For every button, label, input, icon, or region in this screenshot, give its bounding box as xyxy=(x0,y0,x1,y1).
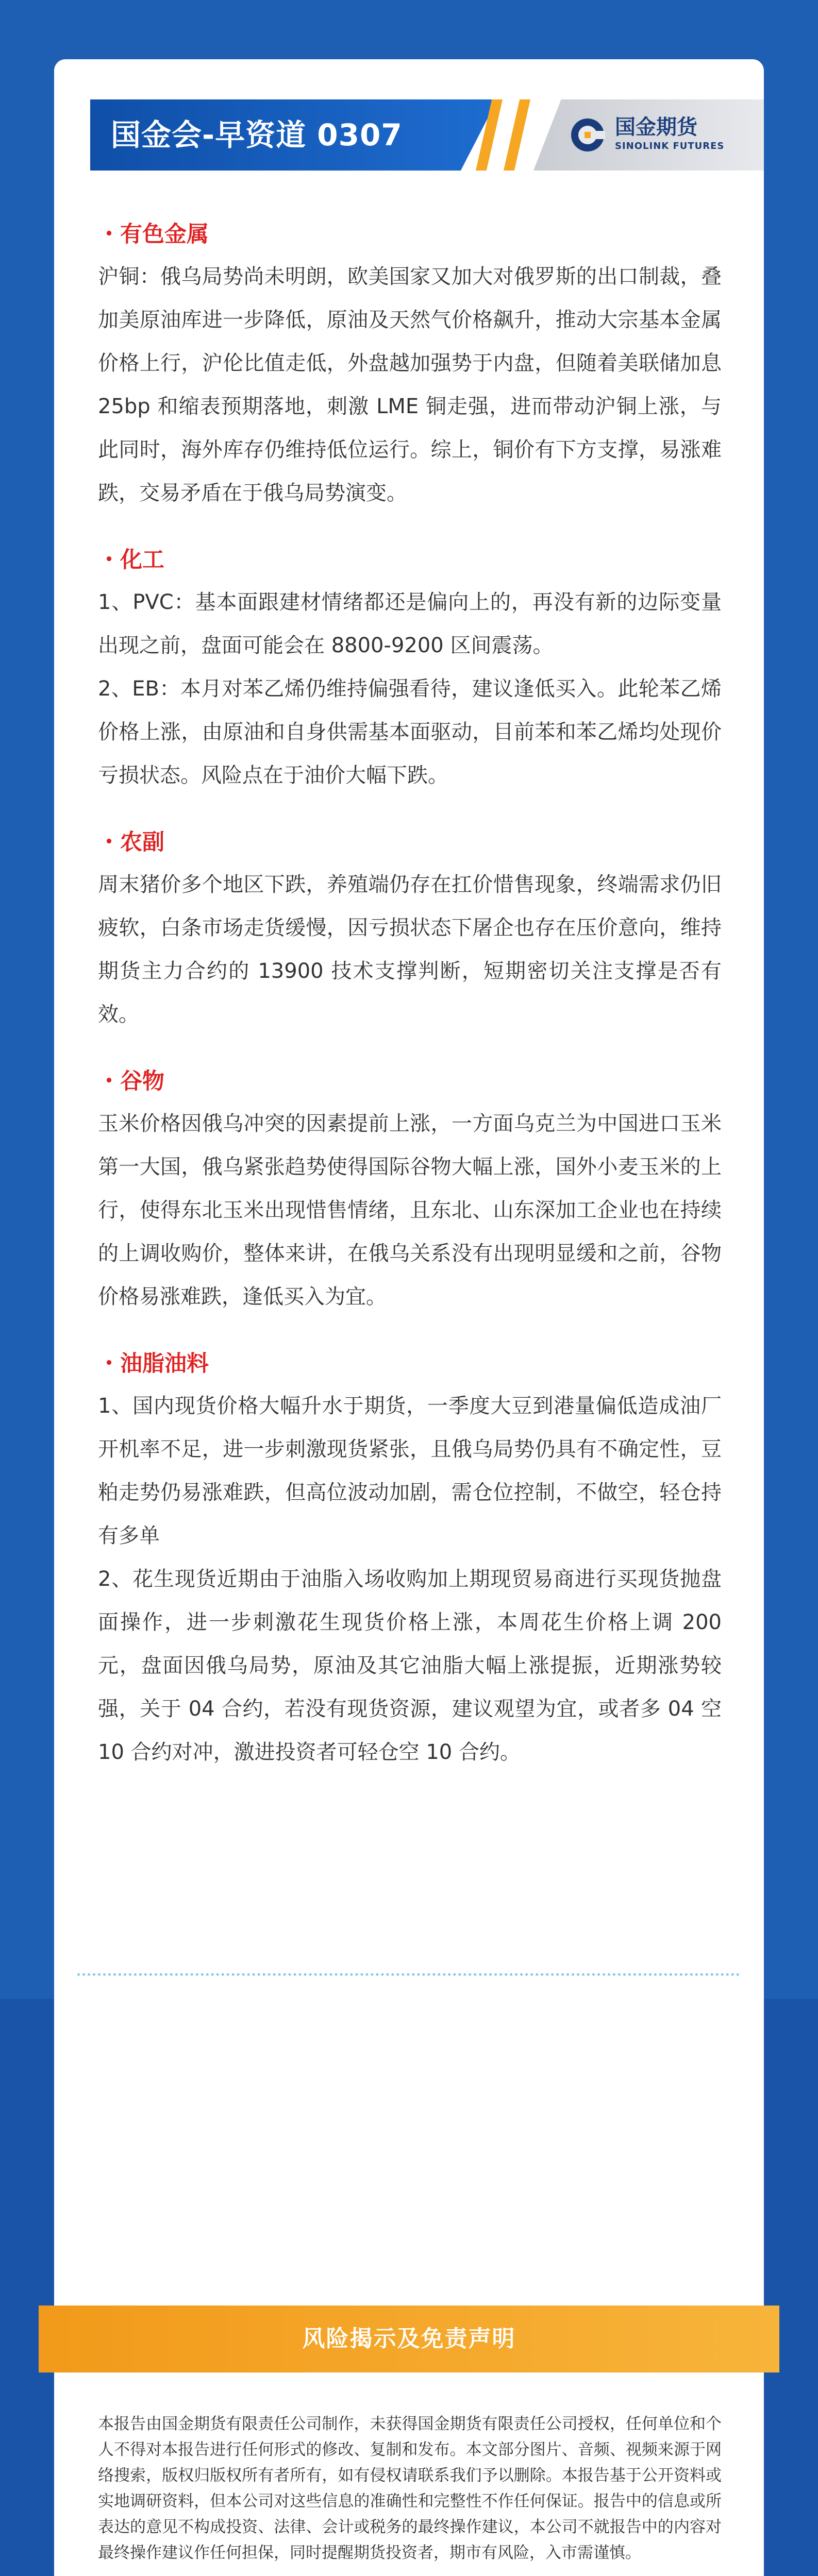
report-header xyxy=(54,99,764,171)
logo-text-cn: 国金期货 xyxy=(615,115,697,139)
risk-disclosure-banner xyxy=(39,2306,779,2372)
section-paragraph: 2、EB：本月对苯乙烯仍维持偏强看待，建议逢低买入。此轮苯乙烯价格上涨，由原油和自身供需基本面驱动，目前苯和苯乙烯均处现价亏损状态。风险点在于油价大幅下跌。 xyxy=(98,677,722,787)
section-title: ・有色金属 xyxy=(98,222,209,247)
section-paragraph: 2、花生现货近期由于油脂入场收购加上期现贸易商进行买现货抛盘面操作，进一步刺激花生现货价格上涨，本周花生价格上调 200 元，盘面因俄乌局势，原油及其它油脂大幅上涨提振，近期涨势较强，关于 04 合约，若没有现货资源，建议观望为宜，或者多 04 空 10 合约对冲，激进投资者可轻仓空 10 合约。 xyxy=(98,1567,722,1764)
sinolink-logo-icon xyxy=(570,117,606,153)
section-nonferrous-metals xyxy=(98,219,722,515)
section-agricultural xyxy=(98,827,722,1036)
section-paragraph: 沪铜：俄乌局势尚未明朗，欧美国家又加大对俄罗斯的出口制裁，叠加美原油库进一步降低，原油及天然气价格飙升，推动大宗基本金属价格上行，沪伦比值走低，外盘越加强势于内盘，但随着美联储加息 25bp 和缩表预期落地，刺激 LME 铜走强，进而带动沪铜上涨，与此同时，海外库存仍维持低位运行。综上，铜价有下方支撑，易涨难跌，交易矛盾在于俄乌局势演变。 xyxy=(98,265,722,505)
logo-text-en: SINOLINK FUTURES xyxy=(615,141,725,151)
section-paragraph: 1、PVC：基本面跟建材情绪都还是偏向上的，再没有新的边际变量出现之前，盘面可能会在 8800-9200 区间震荡。 xyxy=(98,590,722,657)
section-chemicals xyxy=(98,545,722,797)
section-title: ・油脂油料 xyxy=(98,1351,209,1377)
section-title: ・谷物 xyxy=(98,1069,164,1094)
section-title: ・化工 xyxy=(98,547,164,573)
report-content xyxy=(98,219,722,1804)
section-paragraph: 玉米价格因俄乌冲突的因素提前上涨，一方面乌克兰为中国进口玉米第一大国，俄乌紧张趋势使得国际谷物大幅上涨，国外小麦玉米的上行，使得东北玉米出现惜售情绪，且东北、山东深加工企业也在持续的上调收购价，整体来讲，在俄乌关系没有出现明显缓和之前，谷物价格易涨难跌，逢低买入为宜。 xyxy=(98,1112,722,1309)
dotted-divider xyxy=(77,1973,740,1976)
page-title: 国金会-早资道 0307 xyxy=(111,117,403,152)
section-oils-oilseeds xyxy=(98,1348,722,1774)
disclaimer-text: 本报告由国金期货有限责任公司制作，未获得国金期货有限责任公司授权，任何单位和个人不得对本报告进行任何形式的修改、复制和发布。本文部分图片、音频、视频来源于网络搜索，版权归版权所有者所有，如有侵权请联系我们予以删除。本报告基于公开资料或实地调研资料，但本公司对这些信息的准确性和完整性不作任何保证。报告中的信息或所表达的意见不构成投资、法律、会计或税务的最终操作建议，本公司不就报告中的内容对最终操作建议作任何担保，同时提醒期货投资者，期市有风险，入市需谨慎。 xyxy=(98,2415,722,2562)
header-stripe-2 xyxy=(504,99,530,171)
section-paragraph: 1、国内现货价格大幅升水于期货，一季度大豆到港量偏低造成油厂开机率不足，进一步刺激现货紧张，且俄乌局势仍具有不确定性，豆粕走势仍易涨难跌，但高位波动加剧，需仓位控制，不做空，轻仓持有多单 xyxy=(98,1394,722,1548)
section-grains xyxy=(98,1066,722,1318)
section-paragraph: 周末猪价多个地区下跌，养殖端仍存在扛价惜售现象，终端需求仍旧疲软，白条市场走货缓慢，因亏损状态下屠企也存在压价意向，维持期货主力合约的 13900 技术支撑判断，短期密切关注支撑是否有效。 xyxy=(98,873,722,1026)
section-title: ・农副 xyxy=(98,829,164,855)
risk-disclosure-title: 风险揭示及免责声明 xyxy=(302,2326,516,2352)
